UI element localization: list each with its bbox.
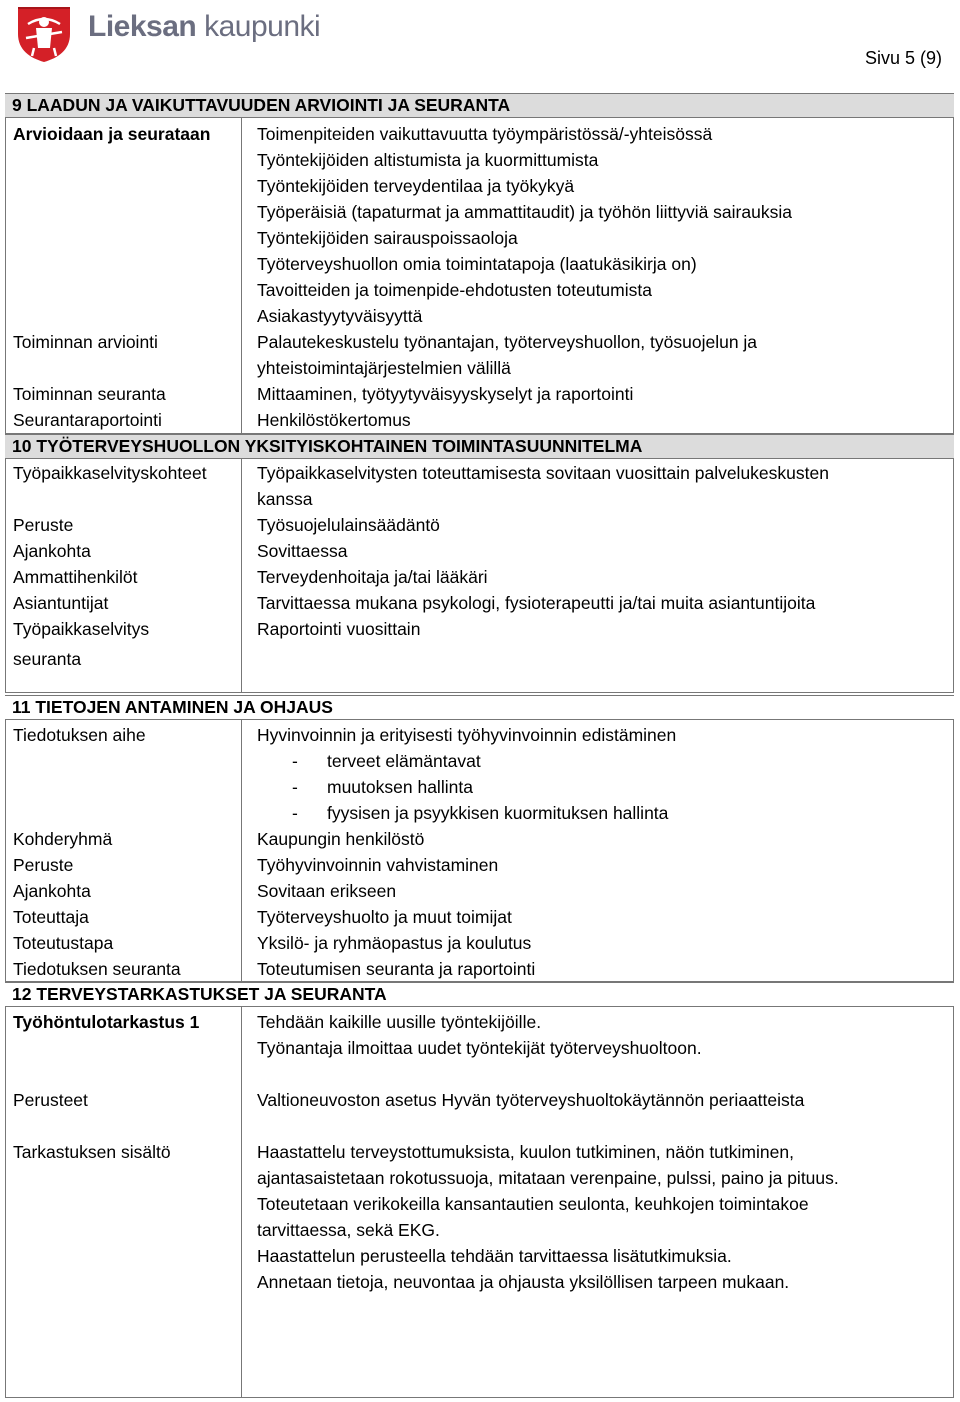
section-9-title: 9 LAADUN JA VAIKUTTAVUUDEN ARVIOINTI JA SEURANTA	[5, 93, 954, 118]
label-ammattihenkilot: Ammattihenkilöt	[13, 567, 138, 587]
tps-seuranta-value: Raportointi vuosittain	[257, 619, 421, 639]
arvioidaan-item: Asiakastyytyväisyyttä	[257, 306, 423, 326]
arvioidaan-item: Työntekijöiden altistumista ja kuormittumista	[257, 150, 599, 170]
arvioidaan-item: Työntekijöiden terveydentilaa ja työkykyä	[257, 176, 575, 196]
seuranta-value: Mittaaminen, työtyytyväisyyskyselyt ja raportointi	[257, 384, 634, 404]
tyohontulo-value-line2: Työnantaja ilmoittaa uudet työntekijät työterveyshuoltoon.	[257, 1038, 702, 1058]
kohteet-value-line2: kanssa	[257, 489, 313, 509]
arvioidaan-item: Työperäisiä (tapaturmat ja ammattitaudit) ja työhön liittyviä sairauksia	[257, 202, 792, 222]
arvioidaan-item: Toimenpiteiden vaikuttavuutta työympäristössä/-yhteisössä	[257, 124, 713, 144]
bullet-dash: -	[292, 751, 298, 771]
arvioidaan-item: Tavoitteiden ja toimenpide-ehdotusten toteutumista	[257, 280, 652, 300]
toteuttaja-value: Työterveyshuolto ja muut toimijat	[257, 907, 512, 927]
sisalto-line: Haastattelu terveystottumuksista, kuulon tutkiminen, näön tutkiminen,	[257, 1142, 794, 1162]
aihe-value: Hyvinvoinnin ja erityisesti työhyvinvoinnin edistäminen	[257, 725, 677, 745]
sisalto-line: Haastattelun perusteella tehdään tarvittaessa lisätutkimuksia.	[257, 1246, 732, 1266]
sisalto-line: Annetaan tietoja, neuvontaa ja ohjausta yksilöllisen tarpeen mukaan.	[257, 1272, 790, 1292]
label-seurantaraportointi: Seurantaraportointi	[13, 410, 162, 430]
peruste-value: Työsuojelulainsäädäntö	[257, 515, 440, 535]
bullet-dash: -	[292, 803, 298, 823]
tyohontulo-value-line1: Tehdään kaikille uusille työntekijöille.	[257, 1012, 542, 1032]
label-tps-seuranta-line2: seuranta	[13, 649, 82, 669]
arvioidaan-item: Työterveyshuollon omia toimintatapoja (laatukäsikirja on)	[257, 254, 697, 274]
logo-text-bold: Lieksan	[88, 10, 197, 43]
label-toteutustapa: Toteutustapa	[13, 933, 114, 953]
section-11-column-divider	[241, 720, 242, 982]
label-toiminnan-arviointi: Toiminnan arviointi	[13, 332, 158, 352]
tiedotuksen-seuranta-value: Toteutumisen seuranta ja raportointi	[257, 959, 536, 979]
label-peruste: Peruste	[13, 515, 74, 535]
label-ajankohta: Ajankohta	[13, 541, 91, 561]
section-10-title: 10 TYÖTERVEYSHUOLLON YKSITYISKOHTAINEN TOIMINTASUUNNITELMA	[5, 434, 954, 459]
aihe-bullet: fyysisen ja psyykkisen kuormituksen hallinta	[327, 803, 669, 823]
city-coat-of-arms-logo	[14, 4, 74, 69]
label-kohderyhma: Kohderyhmä	[13, 829, 113, 849]
bullet-dash: -	[292, 777, 298, 797]
label-tps-kohteet: Työpaikkaselvityskohteet	[13, 463, 207, 483]
section-12-title: 12 TERVEYSTARKASTUKSET JA SEURANTA	[5, 982, 954, 1007]
label-asiantuntijat: Asiantuntijat	[13, 593, 109, 613]
ajankohta-value: Sovitaan erikseen	[257, 881, 397, 901]
ajankohta-value: Sovittaessa	[257, 541, 348, 561]
label-tyohontulotarkastus: Työhöntulotarkastus 1	[13, 1012, 200, 1032]
section-11-title: 11 TIETOJEN ANTAMINEN JA OHJAUS	[5, 695, 954, 720]
city-name-logo-text	[88, 10, 320, 44]
sisalto-line: ajantasaistetaan rokotussuoja, mitataan verenpaine, pulssi, paino ja pituus.	[257, 1168, 839, 1188]
ammattihenkilot-value: Terveydenhoitaja ja/tai lääkäri	[257, 567, 488, 587]
label-perusteet: Perusteet	[13, 1090, 88, 1110]
label-toteuttaja: Toteuttaja	[13, 907, 89, 927]
label-tiedotuksen-seuranta: Tiedotuksen seuranta	[13, 959, 181, 979]
page-number: Sivu 5 (9)	[864, 48, 942, 68]
label-ajankohta: Ajankohta	[13, 881, 91, 901]
arvioidaan-item: Työntekijöiden sairauspoissaoloja	[257, 228, 518, 248]
raportointi-value: Henkilöstökertomus	[257, 410, 411, 430]
perusteet-value: Valtioneuvoston asetus Hyvän työterveyshuoltokäytännön periaatteista	[257, 1090, 805, 1110]
kohderyhma-value: Kaupungin henkilöstö	[257, 829, 425, 849]
label-tps-seuranta-line1: Työpaikkaselvitys	[13, 619, 150, 639]
label-tarkastuksen-sisalto: Tarkastuksen sisältö	[13, 1142, 171, 1162]
section-12-column-divider	[241, 1007, 242, 1398]
label-peruste: Peruste	[13, 855, 74, 875]
kohteet-value-line1: Työpaikkaselvitysten toteuttamisesta sovitaan vuosittain palvelukeskusten	[257, 463, 829, 483]
section-10-column-divider	[241, 459, 242, 693]
arviointi-value-line1: Palautekeskustelu työnantajan, työterveyshuollon, työsuojelun ja	[257, 332, 758, 352]
sisalto-line: Toteutetaan verikokeilla kansantautien seulonta, keuhkojen toimintakoe	[257, 1194, 809, 1214]
aihe-bullet: muutoksen hallinta	[327, 777, 473, 797]
label-toiminnan-seuranta: Toiminnan seuranta	[13, 384, 166, 404]
asiantuntijat-value: Tarvittaessa mukana psykologi, fysioterapeutti ja/tai muita asiantuntijoita	[257, 593, 816, 613]
peruste-value: Työhyvinvoinnin vahvistaminen	[257, 855, 499, 875]
label-tiedotuksen-aihe: Tiedotuksen aihe	[13, 725, 146, 745]
toteutustapa-value: Yksilö- ja ryhmäopastus ja koulutus	[257, 933, 532, 953]
arviointi-value-line2: yhteistoimintajärjestelmien välillä	[257, 358, 511, 378]
aihe-bullet: terveet elämäntavat	[327, 751, 481, 771]
logo-text-light: kaupunki	[204, 10, 321, 43]
section-9-column-divider	[241, 118, 242, 434]
sisalto-line: tarvittaessa, sekä EKG.	[257, 1220, 440, 1240]
label-arvioidaan: Arvioidaan ja seurataan	[13, 124, 211, 144]
